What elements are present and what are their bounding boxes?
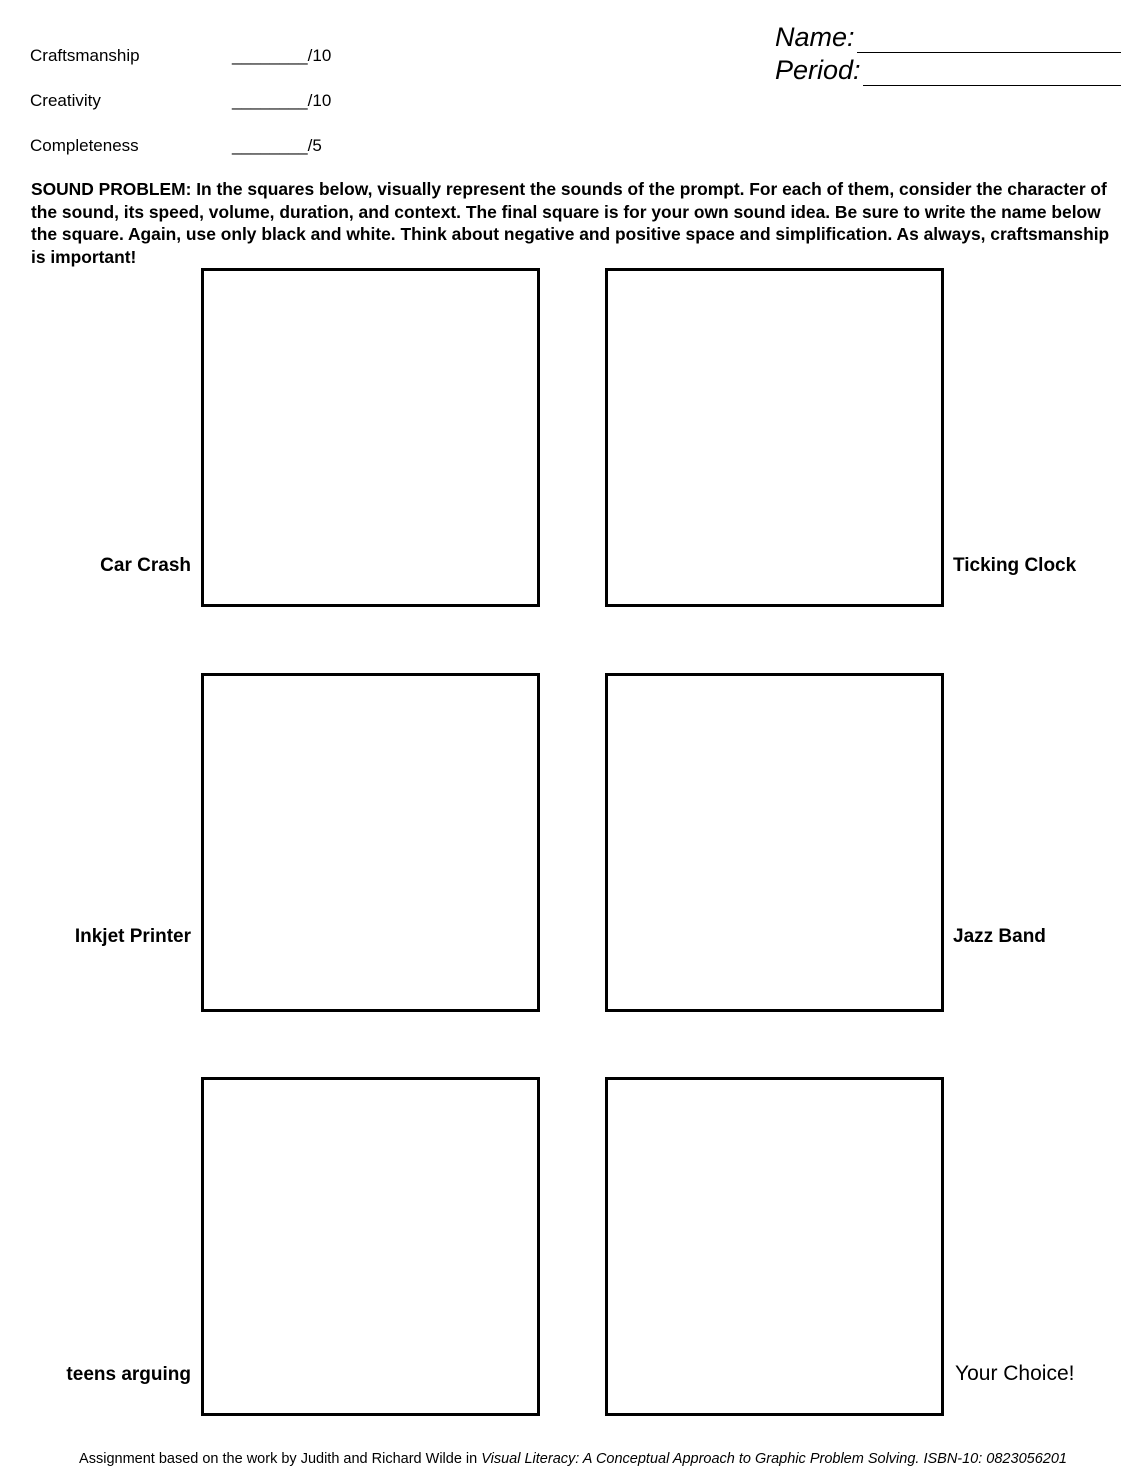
rubric-label-craftsmanship: Craftsmanship bbox=[30, 46, 140, 65]
drawing-square-inkjet-printer[interactable] bbox=[201, 673, 540, 1012]
square-label-inkjet-printer: Inkjet Printer bbox=[74, 926, 191, 947]
square-label-ticking-clock: Ticking Clock bbox=[953, 555, 1077, 576]
period-line[interactable] bbox=[863, 61, 1121, 86]
drawing-square-jazz-band[interactable] bbox=[605, 673, 944, 1012]
rubric-score-craftsmanship: ________/10 bbox=[232, 46, 332, 65]
rubric-score-creativity: ________/10 bbox=[232, 91, 332, 110]
rubric-label-completeness: Completeness bbox=[30, 136, 139, 155]
footer-citation bbox=[0, 1451, 1146, 1467]
drawing-square-your-choice[interactable] bbox=[605, 1077, 944, 1416]
name-line[interactable] bbox=[857, 28, 1121, 53]
name-field[interactable] bbox=[775, 22, 1121, 53]
drawing-square-teens-arguing[interactable] bbox=[201, 1077, 540, 1416]
footer-prefix: Assignment based on the work by Judith and Richard Wilde in bbox=[79, 1451, 482, 1467]
square-label-teens-arguing: teens arguing bbox=[66, 1364, 191, 1385]
drawing-square-car-crash[interactable] bbox=[201, 268, 540, 607]
rubric-label-creativity: Creativity bbox=[30, 91, 101, 110]
square-label-car-crash: Car Crash bbox=[100, 555, 191, 576]
period-label: Period: bbox=[775, 55, 861, 85]
instructions: SOUND PROBLEM: In the squares below, visually represent the sounds of the prompt. For each of them, consider the character of the sound, its speed, volume, duration, and context. The final square is for your own sound idea. Be sure to write the name below the square. Again, use only black and white. Think about negative and positive space and simplification. As always, craftsmanship is important! bbox=[31, 179, 1110, 267]
drawing-square-ticking-clock[interactable] bbox=[605, 268, 944, 607]
square-label-your-choice: Your Choice! bbox=[955, 1362, 1075, 1385]
period-field[interactable] bbox=[775, 55, 1121, 86]
square-label-jazz-band: Jazz Band bbox=[953, 926, 1046, 947]
name-label: Name: bbox=[775, 22, 855, 52]
rubric-score-completeness: ________/5 bbox=[232, 136, 322, 155]
footer-book-title: Visual Literacy: A Conceptual Approach to Graphic Problem Solving. ISBN-10: 0823056201 bbox=[481, 1451, 1067, 1467]
